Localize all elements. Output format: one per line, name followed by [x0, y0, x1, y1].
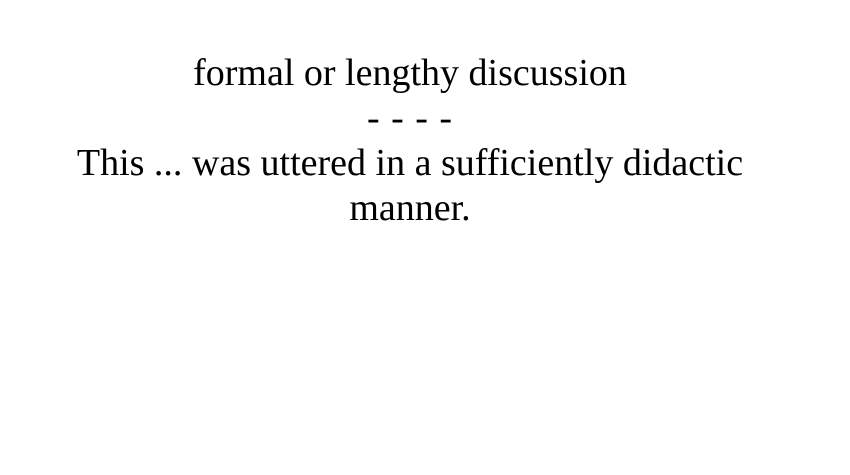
example-sentence: This ... was uttered in a sufficiently didactic manner. [76, 142, 744, 229]
definition-text: formal or lengthy discussion [193, 52, 627, 94]
separator-dashes: - - - - [366, 97, 454, 139]
